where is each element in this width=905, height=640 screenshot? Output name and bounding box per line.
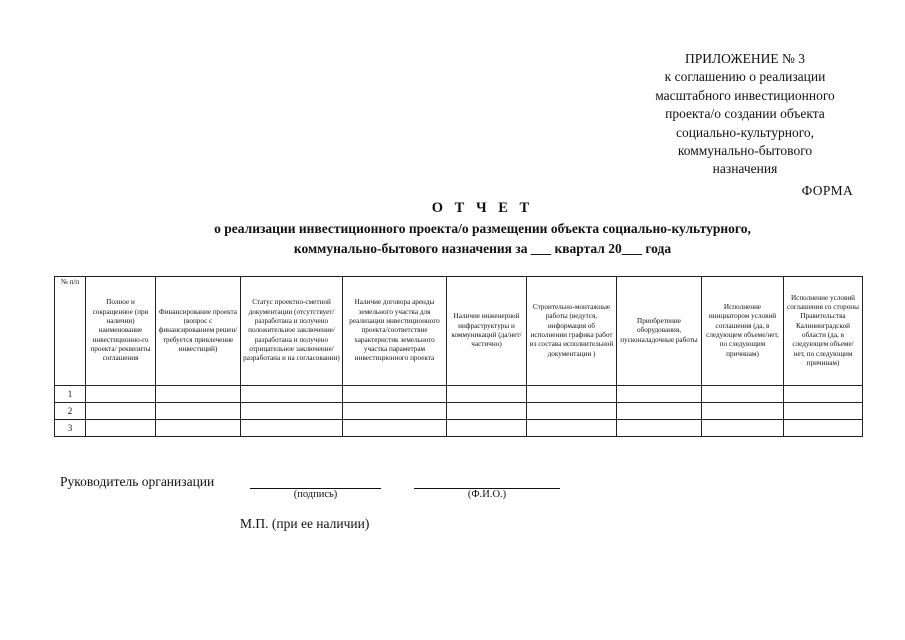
table-cell xyxy=(86,403,156,420)
appendix-block xyxy=(610,50,880,179)
column-header-initiator-fulfilment: Исполнение инициатором условий соглашения (да, в следующем объеме/нет, по следующим причинам) xyxy=(702,277,784,386)
name-caption: (Ф.И.О.) xyxy=(467,489,507,500)
table-row xyxy=(55,403,863,420)
signature-caption: (подпись) xyxy=(293,489,338,500)
appendix-line: к соглашению о реализации xyxy=(664,69,826,85)
table-cell xyxy=(617,420,702,437)
table-cell xyxy=(343,403,447,420)
column-header-number: № п/п xyxy=(55,277,86,386)
form-label: ФОРМА xyxy=(801,183,853,198)
table-cell xyxy=(156,386,241,403)
table-cell xyxy=(784,403,863,420)
column-header-construction-works: Строительно-монтажные работы (ведутся, информация об исполнении графика работ из состава исполнительной документации ) xyxy=(527,277,617,386)
appendix-line: коммунально-бытового xyxy=(677,143,813,159)
table-cell-number: 3 xyxy=(55,420,86,437)
table-cell xyxy=(343,420,447,437)
appendix-line: ПРИЛОЖЕНИЕ № 3 xyxy=(684,51,806,66)
appendix-line: проекта/о создании объекта xyxy=(665,106,825,122)
table-cell xyxy=(527,420,617,437)
table-cell-number: 2 xyxy=(55,403,86,420)
table-cell xyxy=(156,403,241,420)
table-cell xyxy=(241,420,343,437)
table-cell xyxy=(86,386,156,403)
column-header-financing: Финансирование проекта (вопрос с финансированием решен/требуется привлечение инвестиций) xyxy=(156,277,241,386)
table-cell xyxy=(617,403,702,420)
table-cell xyxy=(527,386,617,403)
appendix-line: социально-культурного, xyxy=(675,124,815,140)
table-cell xyxy=(86,420,156,437)
table-cell-number: 1 xyxy=(55,386,86,403)
table-cell xyxy=(447,386,527,403)
signature-label: Руководитель организации xyxy=(60,474,215,489)
table-cell xyxy=(702,386,784,403)
table-cell xyxy=(241,403,343,420)
table-row xyxy=(55,420,863,437)
appendix-line: масштабного инвестиционного xyxy=(655,87,835,103)
table-cell xyxy=(702,403,784,420)
column-header-land-lease: Наличие договора аренды земельного участка для реализации инвестиционного проекта/соответствие характеристик земельного участка параметрам инвестиционного проекта xyxy=(343,277,447,386)
table-cell xyxy=(447,403,527,420)
table-cell xyxy=(447,420,527,437)
report-subtitle-line-2: коммунально-бытового назначения за ___ квартал 20___ года xyxy=(293,241,672,256)
column-header-design-docs-status: Статус проектно-сметной документации (отсутствует/разработана и получено положительное заключение/разработана и получено отрицательное заключение/разработана и на согласовании) xyxy=(241,277,343,386)
table-cell xyxy=(784,420,863,437)
table-cell xyxy=(784,386,863,403)
appendix-line: назначения xyxy=(712,161,778,177)
column-header-government-fulfilment: Исполнение условий соглашения со стороны Правительства Калининградской области (да, в следующем объеме/ нет, по следующим причинам) xyxy=(784,277,863,386)
column-header-project-name: Полное и сокращенное (при наличии) наименование инвестиционно-го проекта/ реквизиты соглашения xyxy=(86,277,156,386)
column-header-equipment: Приобретение оборудования, пусконаладочные работы xyxy=(617,277,702,386)
table-cell xyxy=(702,420,784,437)
table-row xyxy=(55,386,863,403)
table-cell xyxy=(343,386,447,403)
table-cell xyxy=(527,403,617,420)
table-cell xyxy=(241,386,343,403)
seal-label: М.П. (при ее наличии) xyxy=(240,516,370,531)
report-subtitle-line-1: о реализации инвестиционного проекта/о размещении объекта социально-культурного, xyxy=(214,221,751,236)
table-header-row xyxy=(55,277,863,386)
report-table xyxy=(54,276,863,437)
column-header-infrastructure: Наличие инженерной инфраструктуры и коммуникаций (да/нет/частично) xyxy=(447,277,527,386)
report-title: О Т Ч Е Т xyxy=(431,200,534,216)
table-cell xyxy=(156,420,241,437)
table-cell xyxy=(617,386,702,403)
